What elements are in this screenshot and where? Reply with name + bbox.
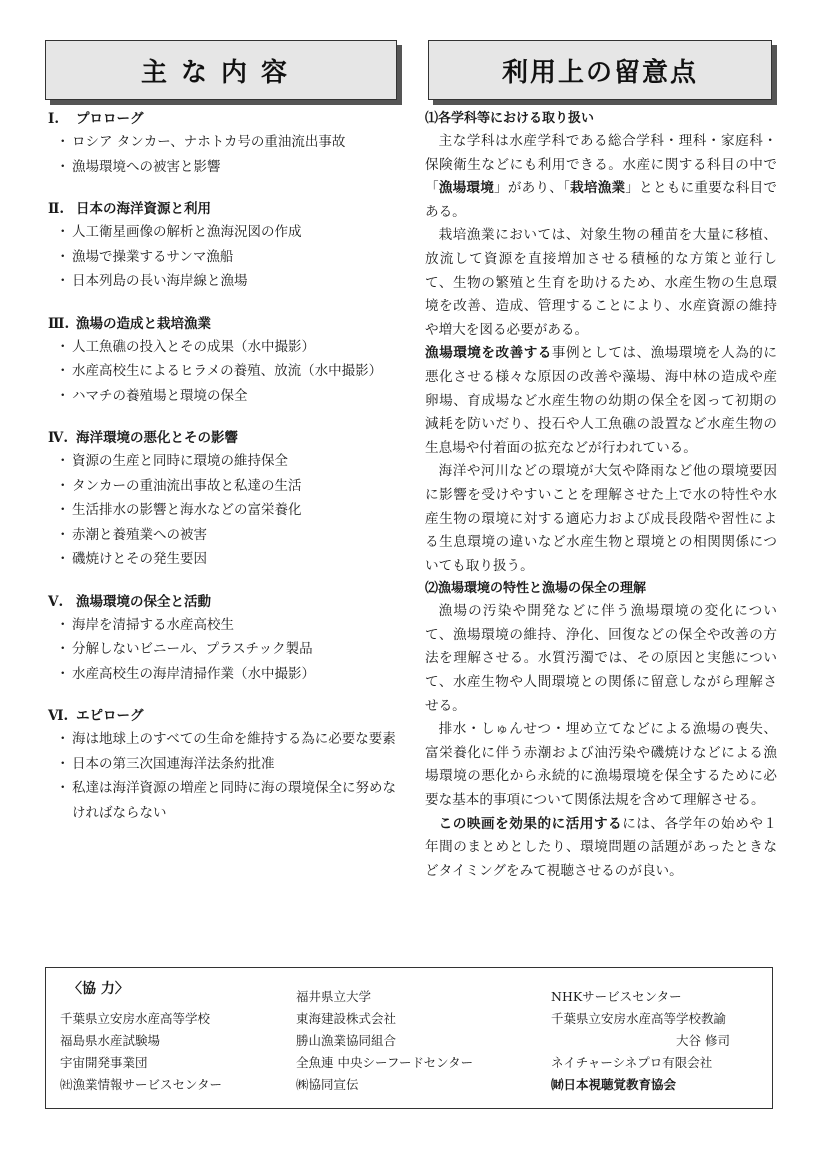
section-number: Ⅰ. (48, 111, 60, 127)
credit-entry: ㈶日本視聴覚教育協会 (551, 1077, 677, 1092)
list-item: ・ 漁場環境への被害と影響 (62, 155, 398, 180)
section-number: Ⅵ. (48, 708, 69, 724)
usage-notes-title: 利用上の留意点 (501, 57, 698, 88)
notes-paragraph: 排水・しゅんせつ・埋め立てなどによる漁場の喪失、富栄養化に伴う赤潮および油汚染や磯焼けなどによる漁場環境の悪化から永続的に漁場環境を保全するために必要な基本的事項について関係法規を含めて理解させる。 (425, 721, 777, 809)
section-number: Ⅱ. (48, 201, 65, 217)
main-contents-header (45, 40, 397, 100)
list-item: ・ 私達は海洋資源の増産と同時に海の環境保全に努めなければならない (62, 776, 398, 825)
section-number: Ⅴ. (48, 593, 64, 610)
list-item: ・ 日本の第三次国連海洋法条約批准 (62, 752, 398, 777)
credit-entry: ㈳漁業情報サービスセンター (60, 1077, 223, 1092)
main-contents-title: 主な内容 (140, 57, 301, 88)
list-item: ・ 海は地球上のすべての生命を維持する為に必要な要素 (62, 727, 398, 752)
credits-column-3 (551, 986, 730, 1096)
usage-notes (425, 108, 777, 883)
section-items (48, 130, 398, 179)
list-item: ・ 人工魚礁の投入とその成果（水中撮影） (62, 335, 398, 360)
credit-entry: 千葉県立安房水産高等学校 (60, 1011, 211, 1026)
usage-notes-header (428, 40, 772, 100)
credits-box (45, 967, 773, 1109)
section-title (48, 313, 398, 335)
section-items (48, 727, 398, 825)
notes-paragraph: 漁場の汚染や開発などに伴う漁場環境の変化について、漁場環境の維持、浄化、回復などの保全や改善の方法を理解させる。水質汚濁では、その原因と実態について、水産生物や人間環境との関係に留意しながら理解させる。 (425, 603, 777, 714)
credit-entry: 勝山漁業協同組合 (296, 1033, 397, 1048)
credits-column-2 (296, 986, 473, 1096)
list-item: ・ 分解しないビニール、プラスチック製品 (62, 637, 398, 662)
section-title-text: 漁場の造成と栽培漁業 (76, 315, 211, 332)
notes-paragraph: 主な学科は水産学科である総合学科・理科・家庭科・保険衛生などにも利用できる。水産に関する科目の中で「漁場環境」があり、「栽培漁業」とともに重要な科目である。 (425, 133, 778, 220)
section-items (48, 613, 398, 687)
section-items (48, 335, 398, 409)
section-title (48, 705, 398, 727)
section-title-text: 海洋環境の悪化とその影響 (76, 430, 238, 446)
list-item: ・ 水産高校生によるヒラメの養殖、放流（水中撮影） (62, 359, 398, 384)
section-title-text: エピローグ (76, 708, 144, 724)
section-title-text: プロローグ (76, 111, 144, 127)
content-section (48, 108, 398, 179)
credits-column-1 (60, 1008, 222, 1096)
credits-title: 〈協 力〉 (68, 981, 129, 997)
notes-subtitle-1: ⑴各学科等における取り扱い (425, 111, 595, 126)
list-item: ・ 人工衛星画像の解析と漁海況図の作成 (62, 220, 398, 245)
notes-paragraph: この映画を効果的に活用するには、各学年の始めや１年間のまとめとしたり、環境問題の話題があったときなどタイミングをみて視聴させるのが良い。 (425, 815, 778, 879)
notes-paragraph: 漁場環境を改善する事例としては、漁場環境を人為的に悪化させる様々な原因の改善や藻場、海中林の造成や産卵場、育成場など水産生物の幼期の保全を図って初期の減耗を防いだり、投石や人工魚礁の設置など水産生物の生息場や付着面の拡充などが行われている。 (425, 345, 778, 456)
credit-entry: 宇宙開発事業団 (60, 1055, 148, 1070)
content-section (48, 427, 398, 572)
list-item: ・ タンカーの重油流出事故と私達の生活 (62, 474, 398, 499)
contents-list (48, 108, 398, 844)
credit-entry: 大谷 修司 (676, 1033, 730, 1048)
list-item: ・ ハマチの養殖場と環境の保全 (62, 384, 398, 409)
list-item: ・ 資源の生産と同時に環境の維持保全 (62, 449, 398, 474)
section-title (48, 591, 398, 613)
section-items (48, 220, 398, 294)
list-item: ・ 生活排水の影響と海水などの富栄養化 (62, 498, 398, 523)
credit-entry: 福井県立大学 (296, 989, 372, 1004)
content-section (48, 705, 398, 825)
list-item: ・ 磯焼けとその発生要因 (62, 547, 398, 572)
section-number: Ⅳ. (48, 430, 69, 446)
credit-entry: ㈱協同宣伝 (296, 1077, 359, 1092)
credit-entry: 東海建設株式会社 (296, 1011, 397, 1026)
section-title-text: 日本の海洋資源と利用 (76, 201, 211, 217)
section-title (48, 198, 398, 220)
list-item: ・ 漁場で操業するサンマ漁船 (62, 245, 398, 270)
content-section (48, 198, 398, 294)
notes-subtitle-2: ⑵漁場環境の特性と漁場の保全の理解 (425, 581, 647, 597)
credit-entry: ネイチャーシネプロ有限会社 (551, 1055, 713, 1070)
list-item: ・ 海岸を清掃する水産高校生 (62, 613, 398, 638)
credit-entry: 全魚連 中央シーフードセンター (296, 1055, 474, 1070)
section-title (48, 108, 398, 130)
section-title (48, 427, 398, 449)
content-section (48, 591, 398, 687)
list-item: ・ 日本列島の長い海岸線と漁場 (62, 269, 398, 294)
list-item: ・ ロシア タンカー、ナホトカ号の重油流出事故 (62, 130, 398, 155)
content-section (48, 313, 398, 409)
list-item: ・ 水産高校生の海岸清掃作業（水中撮影） (62, 662, 398, 687)
credit-entry: 千葉県立安房水産高等学校教諭 (551, 1011, 727, 1026)
section-items (48, 449, 398, 572)
section-number: Ⅲ. (48, 315, 70, 332)
notes-paragraph: 海洋や河川などの環境が大気や降雨など他の環境要因に影響を受けやすいことを理解させた上で水の特性や水産生物の環境に対する適応力および成長段階や習性による生息環境の違いなど水産生物と環境との相関関係についても取り扱う。 (425, 463, 777, 574)
credit-entry: 福島県水産試験場 (60, 1033, 161, 1048)
list-item: ・ 赤潮と養殖業への被害 (62, 523, 398, 548)
credit-entry: NHKサービスセンター (551, 989, 682, 1004)
notes-paragraph: 栽培漁業においては、対象生物の種苗を大量に移植、放流して資源を直接増加させる積極的な方策と並行して、生物の繁殖と生育を助けるため、水産生物の生息環境を改善、造成、管理することにより、水産資源の維持や増大を図る必要がある。 (425, 227, 777, 338)
section-title-text: 漁場環境の保全と活動 (76, 593, 211, 610)
